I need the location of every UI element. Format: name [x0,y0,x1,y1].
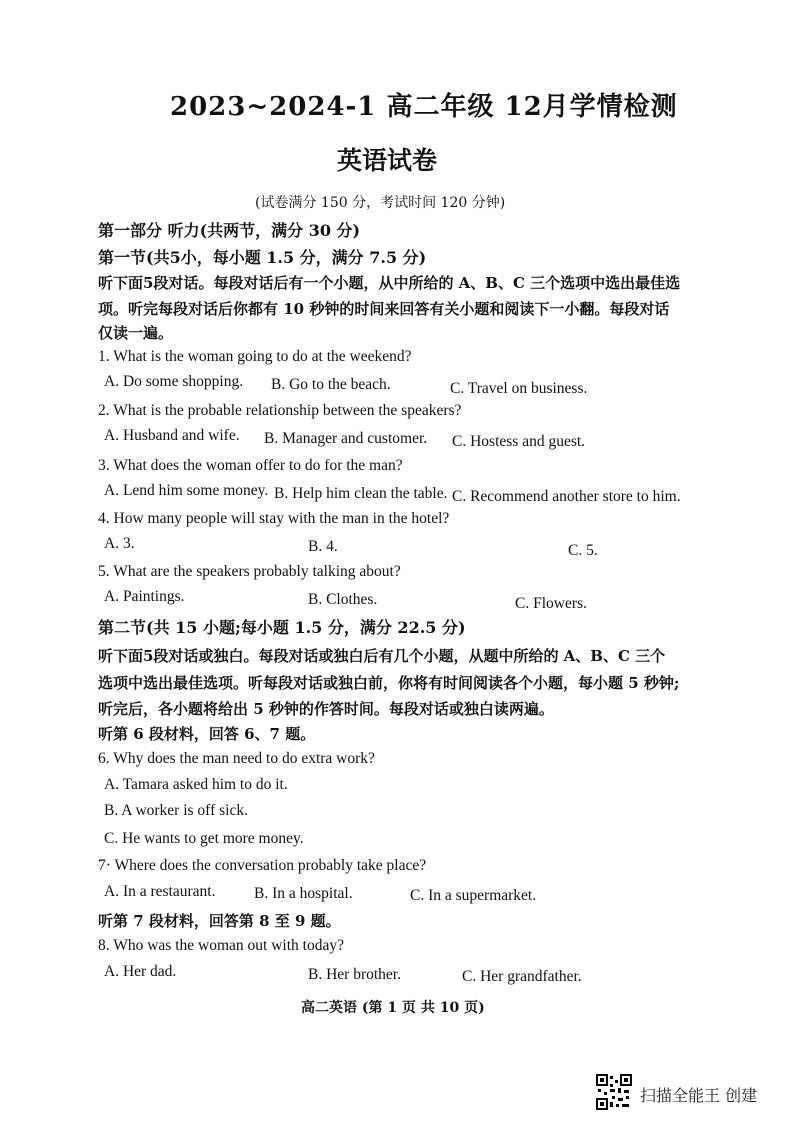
option-a: A. 3. [104,535,135,552]
section2-heading: 第二节(共 15 小题;每小题 1.5 分，满分 22.5 分) [98,618,466,637]
exam-note: (试卷满分 150 分，考试时间 120 分钟) [255,195,506,211]
section1-heading: 第一节(共5小，每小题 1.5 分，满分 7.5 分) [98,248,427,267]
option-c: C. Flowers. [515,595,587,612]
section1-instruction-line: 听下面5段对话。每段对话后有一个小题，从中所给的 A、B、C 三个选项中选出最佳选 [98,274,681,292]
option-a: A. In a restaurant. [104,883,216,900]
option-c: C. In a supermarket. [410,887,537,904]
question-1: 1. What is the woman going to do at the weekend? [98,348,412,365]
material-7-heading: 听第 7 段材料，回答第 8 至 9 题。 [98,912,341,930]
option-b: B. A worker is off sick. [104,802,248,819]
option-c: C. Her grandfather. [462,968,582,985]
option-a: A. Lend him some money. [104,482,269,499]
question-6: 6. Why does the man need to do extra work? [98,750,375,767]
scanner-watermark-text: 扫描全能王 创建 [640,1086,758,1105]
option-a: A. Do some shopping. [104,373,244,390]
section2-instruction-line: 听完后，各小题将给出 5 秒钟的作答时间。每段对话或独白读两遍。 [98,700,554,718]
option-a: A. Tamara asked him to do it. [104,776,288,793]
section2-instruction-line: 听下面5段对话或独白。每段对话或独白后有几个小题，从题中所给的 A、B、C 三个 [98,647,666,665]
page-footer: 高二英语 (第 1 页 共 10 页) [301,1000,485,1016]
option-c: C. Recommend another store to him. [452,488,681,505]
option-b: B. Her brother. [308,966,401,983]
option-b: B. Manager and customer. [264,430,428,447]
part1-heading: 第一部分 听力(共两节，满分 30 分) [98,221,361,240]
material-6-heading: 听第 6 段材料，回答 6、7 题。 [98,725,316,743]
option-b: B. Go to the beach. [271,376,391,393]
exam-subtitle: 英语试卷 [337,146,438,175]
qr-code-icon [596,1074,632,1110]
option-b: B. Help him clean the table. [274,485,448,502]
exam-title: 2023~2024-1 高二年级 12月学情检测 [170,92,678,122]
option-a: A. Husband and wife. [104,427,240,444]
option-c: C. Hostess and guest. [452,433,586,450]
section1-instruction-line: 仅读一遍。 [98,324,174,342]
option-a: A. Paintings. [104,588,185,605]
question-5: 5. What are the speakers probably talking about? [98,563,401,580]
section2-instruction-line: 选项中选出最佳选项。听每段对话或独白前，你将有时间阅读各个小题，每小题 5 秒钟; [98,674,680,692]
option-a: A. Her dad. [104,963,177,980]
question-3: 3. What does the woman offer to do for the man? [98,457,403,474]
question-8: 8. Who was the woman out with today? [98,937,344,954]
question-7: 7· Where does the conversation probably take place? [98,857,427,874]
option-c: C. Travel on business. [450,380,588,397]
option-b: B. Clothes. [308,591,378,608]
question-4: 4. How many people will stay with the man in the hotel? [98,510,450,527]
option-c: C. 5. [568,542,598,559]
option-b: B. In a hospital. [254,885,353,902]
section1-instruction-line: 项。听完每段对话后你都有 10 秒钟的时间来回答有关小题和阅读下一小翻。每段对话 [98,300,670,318]
option-b: B. 4. [308,538,338,555]
option-c: C. He wants to get more money. [104,830,304,847]
question-2: 2. What is the probable relationship between the speakers? [98,402,462,419]
